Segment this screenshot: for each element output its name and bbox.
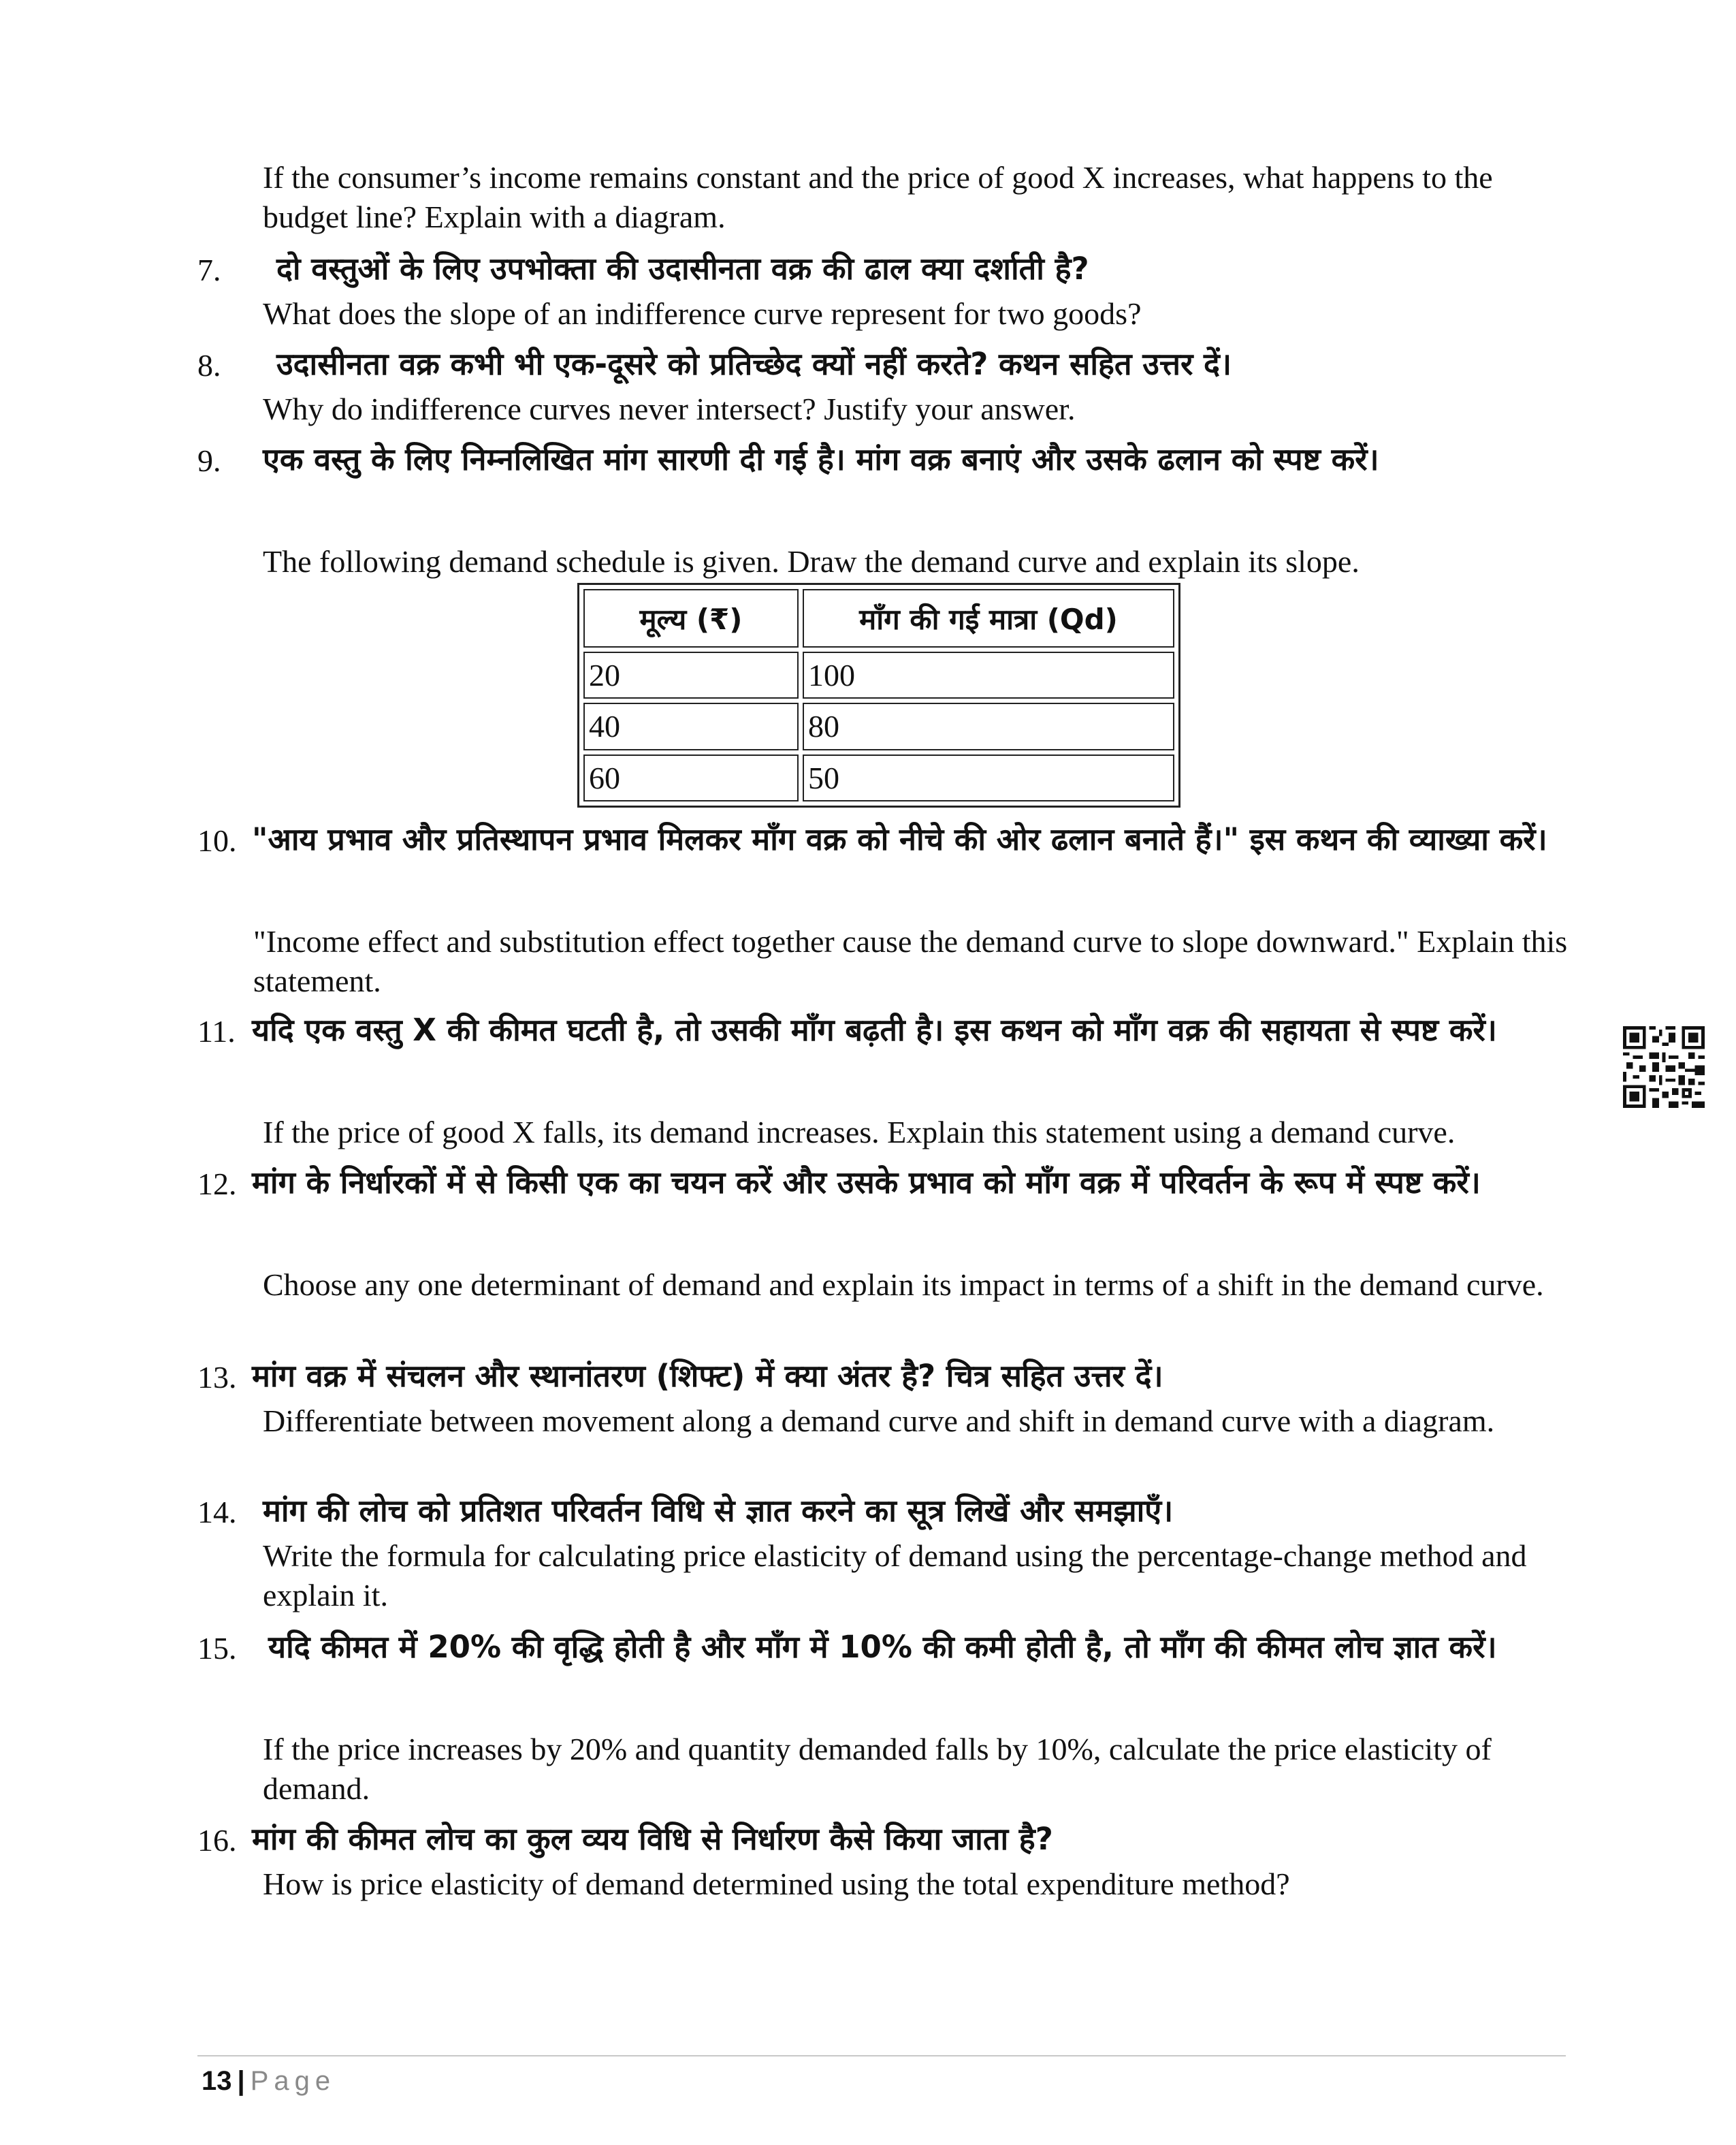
question-english: "Income effect and substitution effect together cause the demand curve to slope downward." Explain this statement. (253, 924, 1568, 998)
question-number: 10. (197, 823, 237, 858)
question-hindi: मांग की लोच को प्रतिशत परिवर्तन विधि से ज्ञात करने का सूत्र लिखें और समझाएँ। (263, 1493, 1174, 1529)
question-english: If the price of good X falls, its demand increases. Explain this statement using a demand curve. (263, 1115, 1456, 1149)
price-column-header: मूल्य (₹) (583, 589, 799, 648)
table-header-row (583, 589, 1174, 648)
page-separator: | (237, 2066, 245, 2096)
qr-code-icon (1623, 1026, 1705, 1109)
table-row (583, 652, 1174, 699)
price-cell: 40 (583, 703, 799, 750)
price-cell: 20 (583, 652, 799, 699)
quantity-cell: 80 (803, 703, 1174, 750)
lead-in-english: If the consumer’s income remains constant and the price of good X increases, what happens to the budget line? Explain with a diagram. (263, 160, 1493, 234)
question-english: Why do indifference curves never intersect? Justify your answer. (263, 392, 1076, 426)
quantity-cell: 100 (803, 652, 1174, 699)
page-label: Page (250, 2066, 336, 2096)
quantity-column-header: माँग की गई मात्रा (Qd) (803, 589, 1174, 648)
quantity-cell: 50 (803, 754, 1174, 801)
question-english: What does the slope of an indifference curve represent for two goods? (263, 296, 1142, 331)
question-english: Write the formula for calculating price elasticity of demand using the percentage-change method and explain it. (263, 1538, 1527, 1612)
question-number: 12. (197, 1166, 237, 1201)
question-number: 9. (197, 443, 221, 478)
question-hindi: मांग की कीमत लोच का कुल व्यय विधि से निर्धारण कैसे किया जाता है? (252, 1821, 1053, 1857)
question-number: 15. (197, 1631, 237, 1666)
question-english: Differentiate between movement along a demand curve and shift in demand curve with a diagram. (263, 1403, 1495, 1438)
question-number: 13. (197, 1360, 237, 1395)
question-hindi: एक वस्तु के लिए निम्नलिखित मांग सारणी दी गई है। मांग वक्र बनाएं और उसके ढलान को स्पष्ट करें। (263, 441, 1379, 477)
demand-schedule-table (577, 583, 1180, 808)
page-number: 13 (202, 2066, 232, 2096)
question-hindi: मांग वक्र में संचलन और स्थानांतरण (शिफ्ट) में क्या अंतर है? चित्र सहित उत्तर दें। (252, 1358, 1163, 1394)
question-hindi: यदि एक वस्तु X की कीमत घटती है, तो उसकी माँग बढ़ती है। इस कथन को माँग वक्र की सहायता से स्पष्ट करें। (252, 1012, 1497, 1048)
question-english: If the price increases by 20% and quantity demanded falls by 10%, calculate the price elasticity of demand. (263, 1732, 1492, 1806)
question-hindi: उदासीनता वक्र कभी भी एक-दूसरे को प्रतिच्छेद क्यों नहीं करते? कथन सहित उत्तर दें। (276, 346, 1232, 382)
question-hindi: मांग के निर्धारकों में से किसी एक का चयन करें और उसके प्रभाव को माँग वक्र में परिवर्तन के रूप में स्पष्ट करें। (252, 1164, 1481, 1201)
question-english: Choose any one determinant of demand and explain its impact in terms of a shift in the demand curve. (263, 1267, 1544, 1302)
footer-divider (197, 2055, 1566, 2056)
question-hindi: "आय प्रभाव और प्रतिस्थापन प्रभाव मिलकर माँग वक्र को नीचे की ओर ढलान बनाते हैं।" इस कथन की व्याख्या करें। (252, 821, 1547, 857)
question-english: The following demand schedule is given. Draw the demand curve and explain its slope. (263, 544, 1360, 579)
question-number: 7. (197, 253, 221, 287)
table-row (583, 754, 1174, 801)
page-footer (202, 2062, 336, 2100)
question-number: 11. (197, 1014, 236, 1049)
question-number: 14. (197, 1495, 237, 1529)
question-hindi: यदि कीमत में 20% की वृद्धि होती है और माँग में 10% की कमी होती है, तो माँग की कीमत लोच ज्ञात करें। (268, 1629, 1497, 1665)
question-hindi: दो वस्तुओं के लिए उपभोक्ता की उदासीनता वक्र की ढाल क्या दर्शाती है? (276, 251, 1089, 287)
price-cell: 60 (583, 754, 799, 801)
table-row (583, 703, 1174, 750)
question-english: How is price elasticity of demand determined using the total expenditure method? (263, 1866, 1290, 1901)
question-number: 16. (197, 1823, 237, 1858)
question-number: 8. (197, 348, 221, 383)
